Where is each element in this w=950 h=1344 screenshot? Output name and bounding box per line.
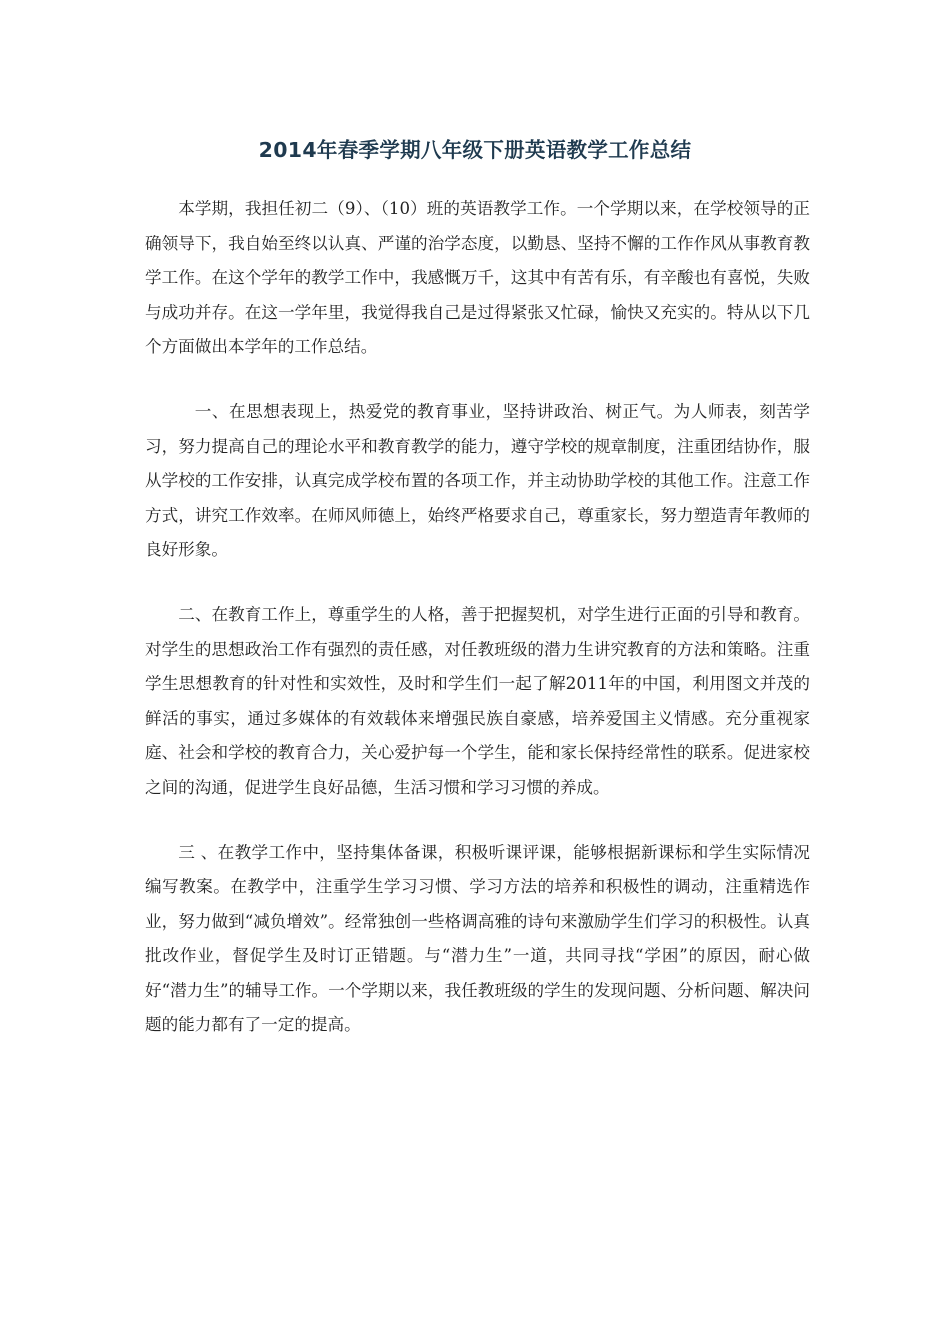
paragraph-intro: 本学期，我担任初二（9）、（10）班的英语教学工作。一个学期以来，在学校领导的正确领导下，我自始至终以认真、严谨的治学态度，以勤恳、坚持不懈的工作作风从事教育教学工作。在这个学年的教学工作中，我感慨万千，这其中有苦有乐，有辛酸也有喜悦，失败与成功并存。在这一学年里，我觉得我自己是过得紧张又忙碌，愉快又充实的。特从以下几个方面做出本学年的工作总结。 (145, 199, 810, 357)
document-title: 2014年春季学期八年级下册英语教学工作总结 (258, 138, 692, 162)
paragraph-section-3: 三 、在教学工作中，坚持集体备课，积极听课评课，能够根据新课标和学生实际情况编写教案。在教学中，注重学生学习习惯、学习方法的培养和积极性的调动，注重精选作业，努力做到“减负增效”。经常独创一些格调高雅的诗句来激励学生们学习的积极性。认真批改作业，督促学生及时订正错题。与“潜力生”一道，共同寻找“学困”的原因，耐心做好“潜力生”的辅导工作。一个学期以来，我任教班级的学生的发现问题、分析问题、解决问题的能力都有了一定的提高。 (145, 842, 810, 1035)
document-body (145, 192, 810, 1073)
paragraph-section-1: 一、在思想表现上，热爱党的教育事业，坚持讲政治、树正气。为人师表，刻苦学习，努力提高自己的理论水平和教育教学的能力，遵守学校的规章制度，注重团结协作，服从学校的工作安排，认真完成学校布置的各项工作，并主动协助学校的其他工作。注意工作方式，讲究工作效率。在师风师德上，始终严格要求自己，尊重家长，努力塑造青年教师的良好形象。 (145, 401, 810, 560)
paragraph-section-2: 二、在教育工作上，尊重学生的人格，善于把握契机，对学生进行正面的引导和教育。对学生的思想政治工作有强烈的责任感，对任教班级的潜力生讲究教育的方法和策略。注重学生思想教育的针对性和实效性，及时和学生们一起了解2011年的中国，利用图文并茂的鲜活的事实，通过多媒体的有效载体来增强民族自豪感，培养爱国主义情感。充分重视家庭、社会和学校的教育合力，关心爱护每一个学生，能和家长保持经常性的联系。促进家校之间的沟通，促进学生良好品德，生活习惯和学习习惯的养成。 (145, 604, 810, 797)
